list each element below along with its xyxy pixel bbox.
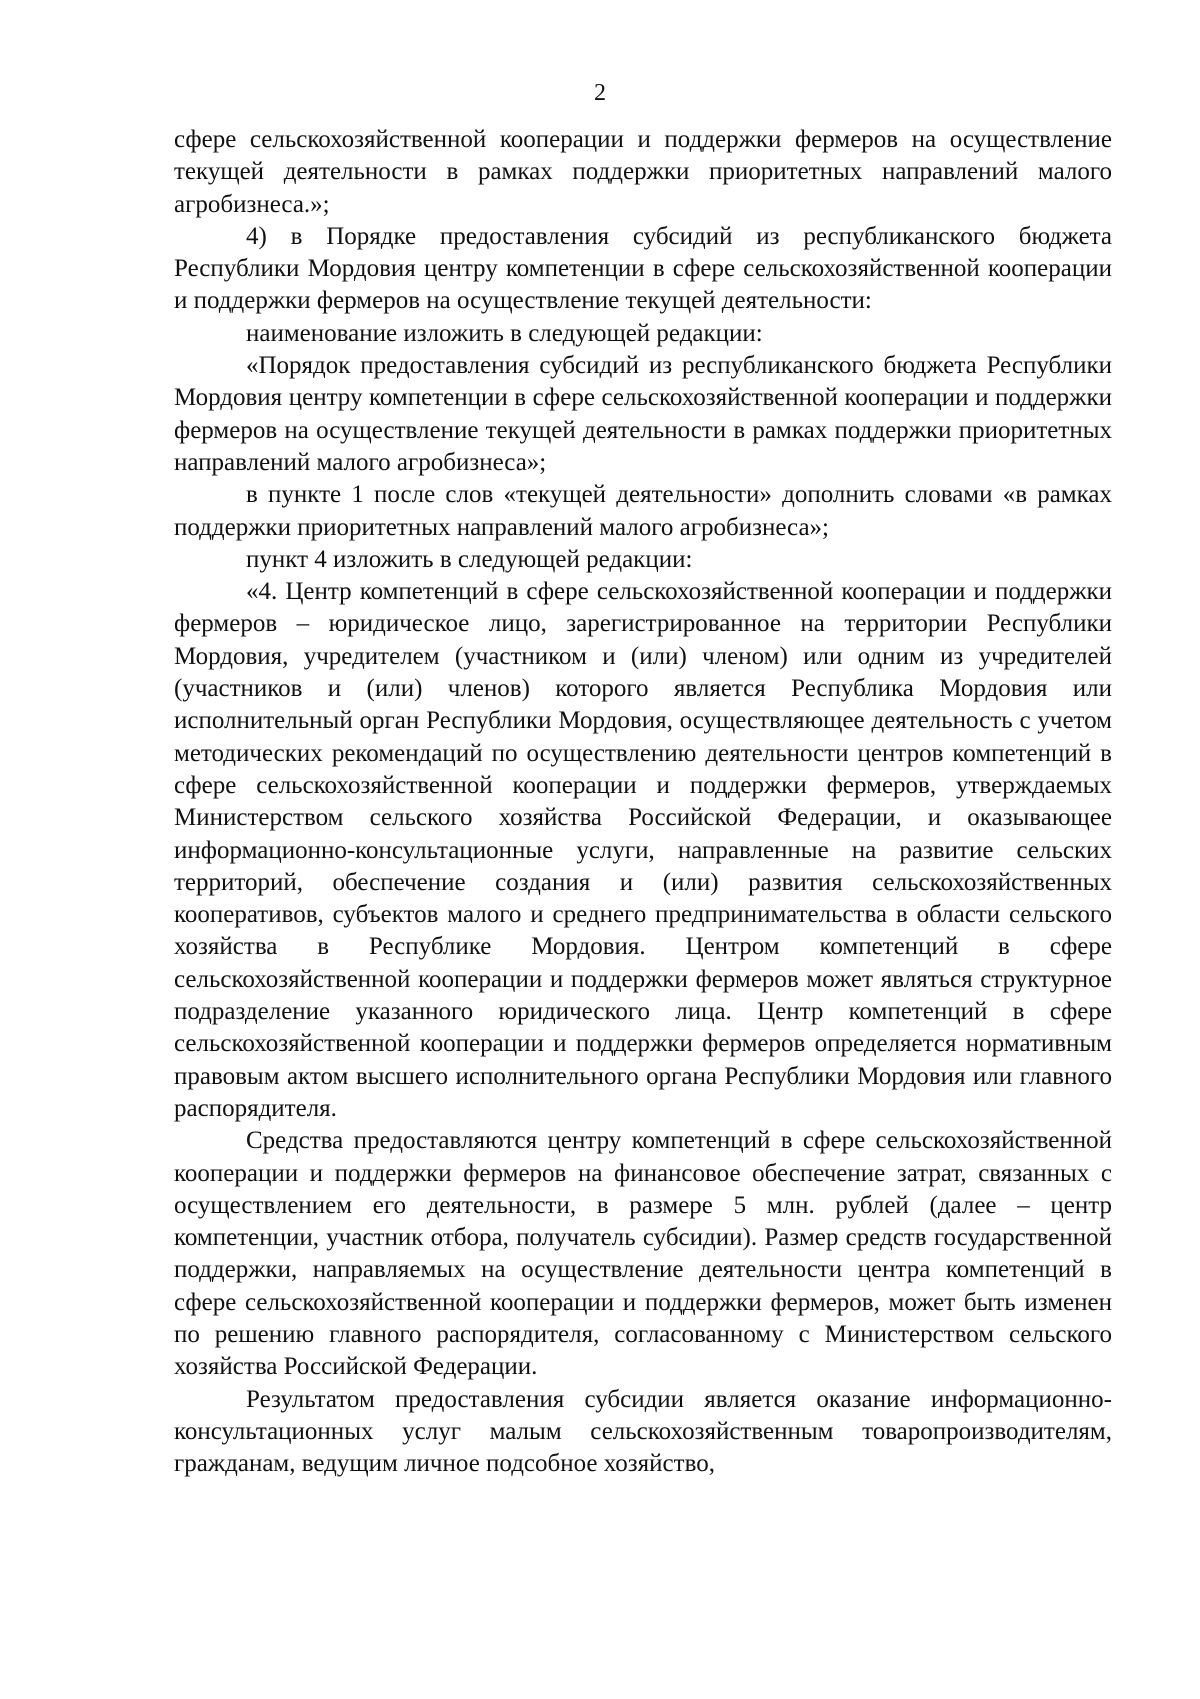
paragraph-point-4-text: «4. Центр компетенций в сфере сельскохозяйственной кооперации и поддержки фермеров – юридическое лицо, зарегистрированное на территории Республики Мордовия, учредителем (участником и (или) членом) или одним из учредителей (участников и (или) членов) которого является Республика Мордовия или исполнительный орган Республики Мордовия, осуществляющее деятельность с учетом методических рекомендаций по осуществлению деятельности центров компетенций в сфере сельскохозяйственной кооперации и поддержки фермеров, утверждаемых Министерством сельского хозяйства Российской Федерации, и оказывающее информационно-консультационные услуги, направленные на развитие сельских территорий, обеспечение создания и (или) развития сельскохозяйственных кооперативов, субъектов малого и среднего предпринимательства в области сельского хозяйства в Республике Мордовия. Центром компетенций в сфере сельскохозяйственной кооперации и поддержки фермеров может являться структурное подразделение указанного юридического лица. Центр компетенций в сфере сельскохозяйственной кооперации и поддержки фермеров определяется нормативным правовым актом высшего исполнительного органа Республики Мордовия или главного распорядителя. <box>174 578 1112 1122</box>
paragraph-result: Результатом предоставления субсидии является оказание информационно-консультационных услуг малым сельскохозяйственным товаропроизводителям, гражданам, ведущим личное подсобное хозяйство, <box>174 1385 1112 1478</box>
paragraph-point-1-change: в пункте 1 после слов «текущей деятельности» дополнить словами «в рамках поддержки приоритетных направлений малого агробизнеса»; <box>174 481 1112 541</box>
paragraph-title-change: наименование изложить в следующей редакции: <box>246 319 763 347</box>
paragraph-point-4-change: пункт 4 изложить в следующей редакции: <box>246 545 693 573</box>
paragraph-new-title: «Порядок предоставления субсидий из республиканского бюджета Республики Мордовия центру компетенции в сфере сельскохозяйственной кооперации и поддержки фермеров на осуществление текущей деятельности в рамках поддержки приоритетных направлений малого агробизнеса»; <box>174 352 1112 476</box>
paragraph-item-4: 4) в Порядке предоставления субсидий из республиканского бюджета Республики Мордовия центру компетенции в сфере сельскохозяйственной кооперации и поддержки фермеров на осуществление текущей деятельности: <box>174 222 1112 315</box>
paragraph-funds: Средства предоставляются центру компетенций в сфере сельскохозяйственной кооперации и поддержки фермеров на финансовое обеспечение затрат, связанных с осуществлением его деятельности, в размере 5 млн. рублей (далее – центр компетенции, участник отбора, получатель субсидии). Размер средств государственной поддержки, направляемых на осуществление деятельности центра компетенций в сфере сельскохозяйственной кооперации и поддержки фермеров, может быть изменен по решению главного распорядителя, согласованному с Министерством сельского хозяйства Российской Федерации. <box>174 1127 1112 1381</box>
paragraph-continuation: сфере сельскохозяйственной кооперации и поддержки фермеров на осуществление текущей деятельности в рамках поддержки приоритетных направлений малого агробизнеса.»; <box>174 126 1112 218</box>
page-number: 2 <box>594 80 606 106</box>
document-body <box>174 124 1112 1480</box>
